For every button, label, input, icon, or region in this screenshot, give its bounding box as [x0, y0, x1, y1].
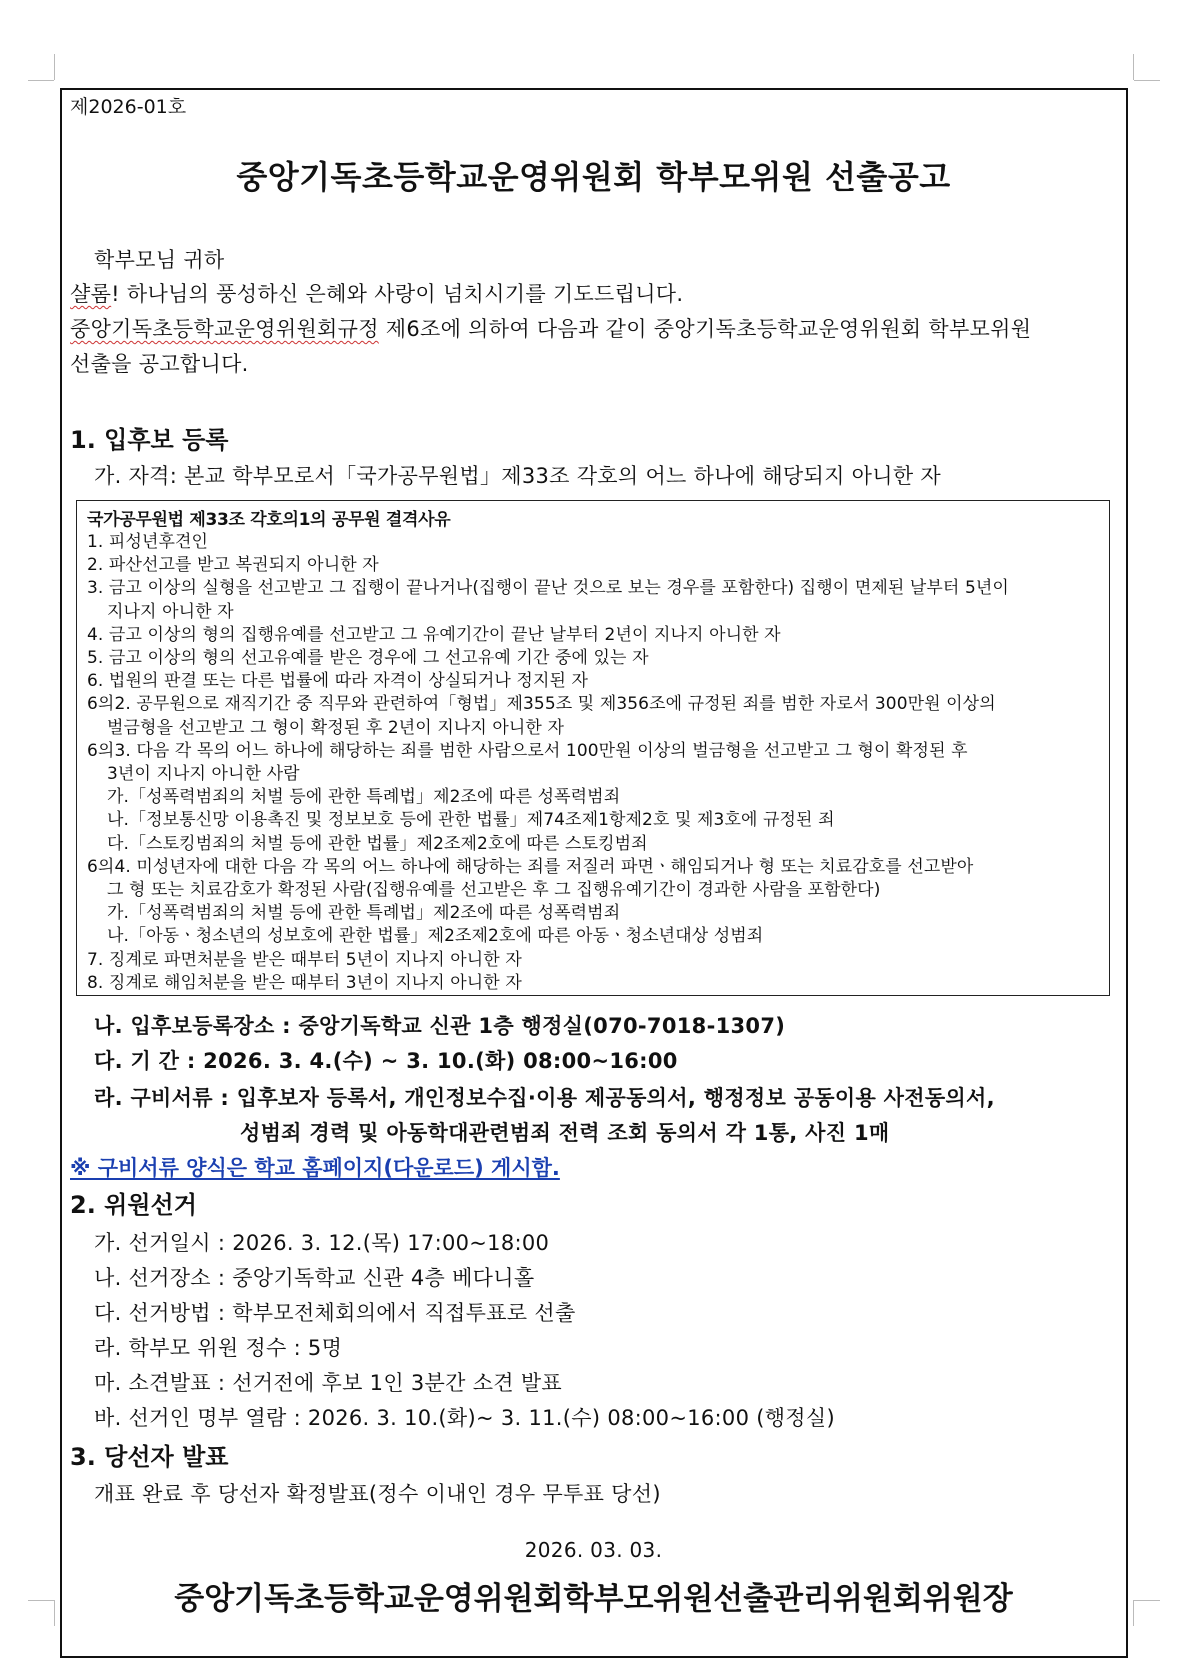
salutation: 학부모님 귀하: [94, 248, 225, 272]
disqualification-item: 다.「스토킹범죄의 처벌 등에 관한 법률」제2조제2호에 따른 스토킹범죄: [107, 833, 648, 854]
disqualification-item: 가.「성폭력범죄의 처벌 등에 관한 특례법」제2조에 따른 성폭력범죄: [107, 787, 621, 808]
intro-line-3: 선출을 공고합니다.: [70, 352, 249, 376]
document-number: 제2026-01호: [70, 96, 187, 118]
disqualification-item: 5. 금고 이상의 형의 선고유예를 받은 경우에 그 선고유예 기간 중에 있는 자: [87, 648, 649, 668]
disqualification-item: 6의2. 공무원으로 재직기간 중 직무와 관련하여「형법」제355조 및 제356조에 규정된 죄를 범한 자로서 300만원 이상의: [87, 694, 996, 715]
disqualification-item: 3년이 지나지 아니한 사람: [107, 764, 300, 784]
section-1-heading: 1. 입후보 등록: [70, 426, 229, 454]
disqualification-item: 나.「정보통신망 이용촉진 및 정보보호 등에 관한 법률」제74조제1항제2호 및 제3호에 규정된 죄: [107, 810, 835, 831]
section-2-item: 라. 학부모 위원 정수 : 5명: [94, 1336, 343, 1360]
section-3-heading: 3. 당선자 발표: [70, 1443, 229, 1471]
disqualification-item: 지나지 아니한 자: [107, 601, 234, 622]
section-1-item-d-line-2: 성범죄 경력 및 아동학대관련범죄 전력 조회 동의서 각 1통, 사진 1매: [240, 1121, 890, 1145]
disqualification-item: 6의3. 다음 각 목의 어느 하나에 해당하는 죄를 범한 사람으로서 100만원 이상의 벌금형을 선고받고 그 형이 확정된 후: [87, 740, 968, 761]
disqualification-item: 나.「아동ㆍ청소년의 성보호에 관한 법률」제2조제2호에 따른 아동ㆍ청소년대상 성범죄: [107, 926, 764, 947]
intro-line-2-rest: 제6조에 의하여 다음과 같이 중앙기독초등학교운영위원회 학부모위원: [378, 317, 1032, 341]
disqualification-item: 4. 금고 이상의 형의 집행유예를 선고받고 그 유예기간이 끝난 날부터 2년이 지나지 아니한 자: [87, 624, 781, 645]
disqualification-item: 1. 피성년후견인: [87, 532, 209, 552]
disqualification-box: [76, 500, 1110, 996]
disqualification-item: 3. 금고 이상의 실형을 선고받고 그 집행이 끝나거나(집행이 끝난 것으로 보는 경우를 포함한다) 집행이 면제된 날부터 5년이: [87, 578, 1009, 599]
section-1-item-c: 다. 기 간 : 2026. 3. 4.(수) ~ 3. 10.(화) 08:00~16:00: [94, 1049, 678, 1073]
download-notice[interactable]: ※ 구비서류 양식은 학교 홈페이지(다운로드) 게시함.: [70, 1156, 560, 1180]
crop-mark-tr-h: [1134, 80, 1160, 81]
announcement-date: 2026. 03. 03.: [524, 1538, 663, 1562]
section-3-text: 개표 완료 후 당선자 확정발표(정수 이내인 경우 무투표 당선): [94, 1482, 661, 1506]
crop-mark-tr-v: [1133, 54, 1134, 80]
disqualification-item: 8. 징계로 해임처분을 받은 때부터 3년이 지나지 아니한 자: [87, 972, 522, 993]
section-2-heading: 2. 위원선거: [70, 1191, 197, 1219]
section-2-item: 마. 소견발표 : 선거전에 후보 1인 3분간 소견 발표: [94, 1371, 563, 1395]
section-2-item: 가. 선거일시 : 2026. 3. 12.(목) 17:00~18:00: [94, 1231, 550, 1255]
disqualification-item: 벌금형을 선고받고 그 형이 확정된 후 2년이 지나지 아니한 자: [107, 717, 564, 738]
intro-line-2: [70, 313, 1031, 343]
disqualification-item: 6. 법원의 판결 또는 다른 법률에 따라 자격이 상실되거나 정지된 자: [87, 671, 589, 692]
disqualification-item: 가.「성폭력범죄의 처벌 등에 관한 특례법」제2조에 따른 성폭력범죄: [107, 903, 621, 924]
disqualification-item: 6의4. 미성년자에 대한 다음 각 목의 어느 하나에 해당하는 죄를 저질러 파면ㆍ해임되거나 형 또는 치료감호를 선고받아: [87, 856, 974, 877]
disqualification-box-title: 국가공무원법 제33조 각호의1의 공무원 결격사유: [87, 510, 451, 530]
section-1-item-a: 가. 자격: 본교 학부모로서「국가공무원법」제33조 각호의 어느 하나에 해당되지 아니한 자: [94, 464, 941, 488]
disqualification-item: 7. 징계로 파면처분을 받은 때부터 5년이 지나지 아니한 자: [87, 949, 522, 970]
section-2-item: 다. 선거방법 : 학부모전체회의에서 직접투표로 선출: [94, 1301, 576, 1325]
disqualification-item: 2. 파산선고를 받고 복권되지 아니한 자: [87, 555, 379, 576]
section-2-item: 나. 선거장소 : 중앙기독학교 신관 4층 베다니홀: [94, 1266, 535, 1290]
crop-mark-tl-h: [28, 80, 54, 81]
issuer-signature: 중앙기독초등학교운영위원회학부모위원선출관리위원회위원장: [174, 1581, 1013, 1617]
section-1-item-b: 나. 입후보등록장소 : 중앙기독학교 신관 1층 행정실(070-7018-1307): [94, 1014, 786, 1038]
section-1-item-d-line-1: 라. 구비서류 : 입후보자 등록서, 개인정보수집·이용 제공동의서, 행정정보 공동이용 사전동의서,: [94, 1086, 995, 1110]
crop-mark-tl-v: [54, 54, 55, 80]
intro-line-1-rest: ! 하나님의 풍성하신 은혜와 사랑이 넘치시기를 기도드립니다.: [111, 282, 684, 306]
intro-line-1: [70, 278, 683, 308]
intro-regulation-name: 중앙기독초등학교운영위원회규정: [70, 317, 379, 341]
intro-word-shalom: 샬롬: [70, 282, 112, 306]
section-2-item: 바. 선거인 명부 열람 : 2026. 3. 10.(화)~ 3. 11.(수) 08:00~16:00 (행정실): [94, 1406, 835, 1430]
disqualification-item: 그 형 또는 치료감호가 확정된 사람(집행유예를 선고받은 후 그 집행유예기간이 경과한 사람을 포함한다): [107, 880, 881, 900]
document-title: 중앙기독초등학교운영위원회 학부모위원 선출공고: [236, 158, 951, 196]
